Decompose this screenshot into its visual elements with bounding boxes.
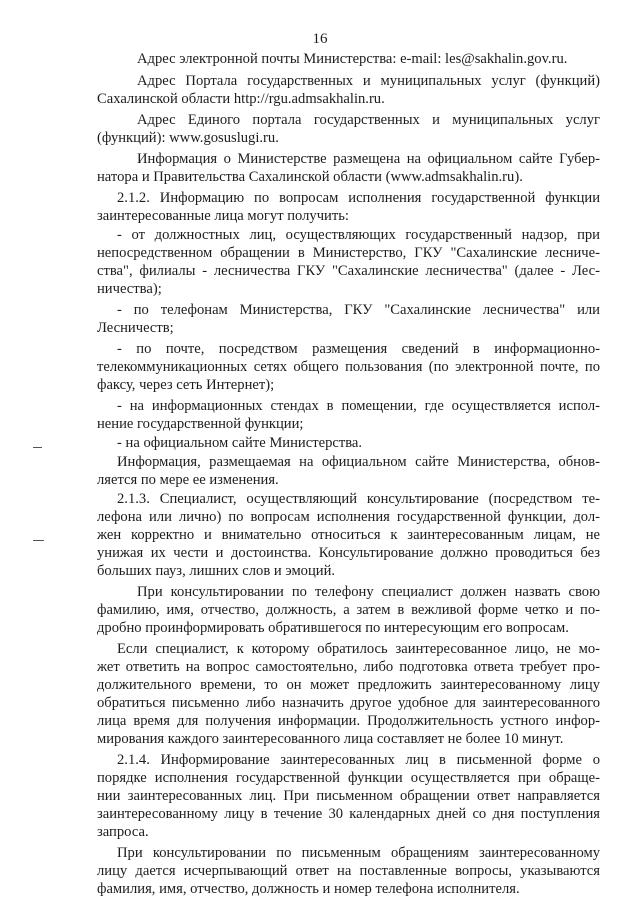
text-line: При консультировании по письменным обращениям заинтересованному [117,845,600,861]
text-line: заинтересованному лицу в течение 30 календарных дней со дня поступления [97,806,600,822]
text-line: больших пауз, лишних слов и эмоций. [97,563,336,579]
text-line: обратиться письменно либо назначить другое удобное для заинтересованного [97,695,600,711]
text-line: лицу дается исчерпывающий ответ на поставленные вопросы, указываются [97,863,600,879]
text-line: Информация о Министерстве размещена на официальном сайте Губер- [137,151,600,167]
text-line: должительного времени, то он может предложить заинтересованному лицу [97,677,600,693]
text-line: - на информационных стендах в помещении, где осуществляется испол- [117,398,600,414]
text-line: лефона или лично) по вопросам исполнения государственной функции, дол- [97,509,600,525]
text-line: - на официальном сайте Министерства. [117,435,363,451]
text-line: дробно проинформировать обратившегося по интересующим его вопросам. [97,620,569,636]
text-line: ничества); [97,281,162,297]
text-line: жен корректно и внимательно относиться к заинтересованным лицам, не [97,527,600,543]
text-line: - по телефонам Министерства, ГКУ "Сахалинские лесничества" или [117,302,600,318]
text-line: порядке исполнения государственной функции осуществляется при обраще- [97,770,600,786]
text-line: заинтересованные лица могут получить: [97,208,349,224]
text-line: - по почте, посредством размещения сведений в информационно- [117,341,600,357]
text-line: ляется по мере ее изменения. [97,472,279,488]
margin-mark [33,447,42,448]
text-line: факсу, через сеть Интернет); [97,377,275,393]
text-line: натора и Правительства Сахалинской области (www.admsakhalin.ru). [97,169,523,185]
text-line: жет ответить на вопрос самостоятельно, либо подготовка ответа требует про- [97,659,600,675]
page-number: 16 [312,31,328,47]
text-line: Адрес Единого портала государственных и муниципальных услуг [137,112,600,128]
text-line: запроса. [97,824,149,840]
margin-mark [33,540,44,541]
text-line: Лесничеств; [97,320,174,336]
text-line: Адрес Портала государственных и муниципальных услуг (функций) [137,73,600,89]
text-line: лица время для получения информации. Продолжительность устного инфор- [97,713,600,729]
text-line: непосредственном обращении в Министерство, ГКУ "Сахалинские лесниче- [97,245,600,261]
text-line: 2.1.2. Информацию по вопросам исполнения государственной функции [117,190,600,206]
text-line: ства", филиалы - лесничества ГКУ "Сахалинские лесничества" (далее - Лес- [97,263,600,279]
text-line: 2.1.4. Информирование заинтересованных лиц в письменной форме о [117,752,600,768]
text-line: (функций): www.gosuslugi.ru. [97,130,279,146]
text-line: телекоммуникационных сетях общего пользования (по электронной почте, по [97,359,600,375]
text-line: нение государственной функции; [97,416,304,432]
text-line: При консультировании по телефону специалист должен назвать свою [137,584,600,600]
text-line: фамилию, имя, отчество, должность, а затем в вежливой форме четко и по- [97,602,600,618]
text-line: унижая их чести и достоинства. Консультирование должно проводиться без [97,545,600,561]
text-line: Адрес электронной почты Министерства: e-mail: les@sakhalin.gov.ru. [137,51,568,67]
text-line: Если специалист, к которому обратилось заинтересованное лицо, не мо- [117,641,600,657]
text-line: фамилия, имя, отчество, должность и номер телефона исполнителя. [97,881,520,897]
text-line: 2.1.3. Специалист, осуществляющий консультирование (посредством те- [117,491,600,507]
text-line: Информация, размещаемая на официальном сайте Министерства, обнов- [117,454,600,470]
text-line: нии заинтересованных лиц. При письменном обращении ответ направляется [97,788,600,804]
text-line: мирования каждого заинтересованного лица составляет не более 10 минут. [97,731,564,747]
text-line: - от должностных лиц, осуществляющих государственный надзор, при [117,227,600,243]
text-line: Сахалинской области http://rgu.admsakhalin.ru. [97,91,385,107]
